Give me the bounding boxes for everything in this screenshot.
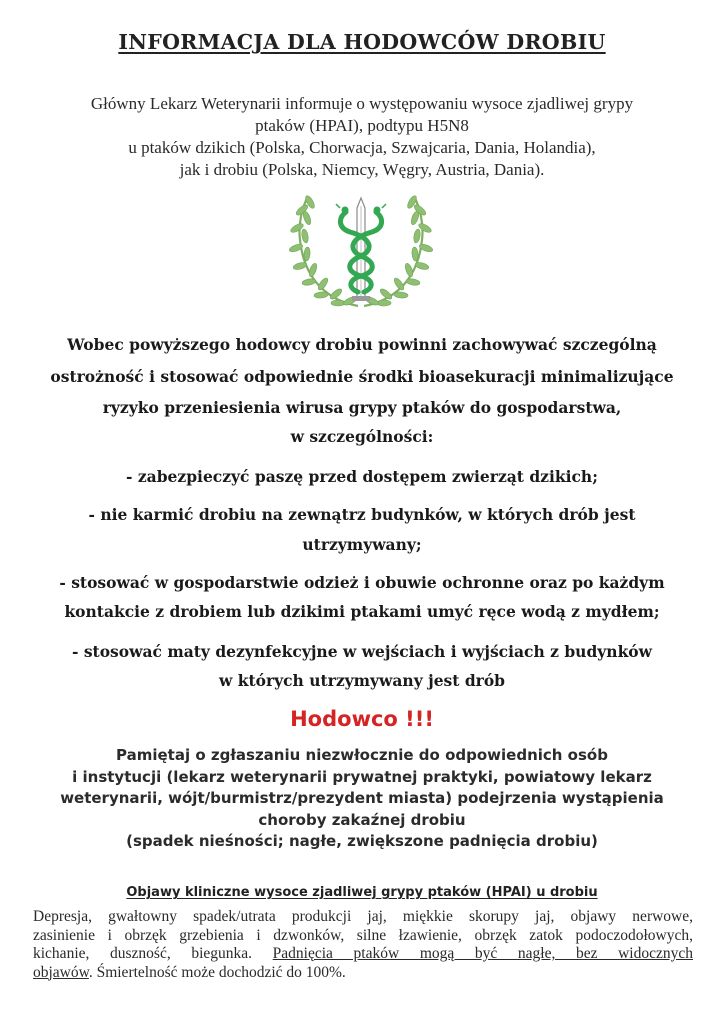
- advice-item-cont: w których utrzymywany jest drób: [218, 671, 506, 690]
- intro-line: jak i drobiu (Polska, Niemcy, Węgry, Austria, Dania).: [179, 160, 545, 179]
- advice-item-cont: kontakcie z drobiem lub dzikimi ptakami umyć ręce wodą z mydłem;: [64, 602, 660, 621]
- intro-line: Główny Lekarz Weterynarii informuje o występowaniu wysoce zjadliwej grypy: [90, 94, 634, 113]
- veterinary-emblem-icon: [286, 188, 436, 313]
- intro-paragraph: [20, 93, 704, 181]
- advice-line: w szczególności:: [290, 427, 434, 446]
- page-title: INFORMACJA DLA HODOWCÓW DROBIU: [118, 30, 606, 54]
- symptoms-paragraph: [33, 908, 693, 982]
- symptoms-line: Depresja, gwałtowny spadek/utrata produkcji jaj, miękkie skorupy jaj, objawy nerwowe,: [33, 908, 693, 925]
- intro-line: u ptaków dzikich (Polska, Chorwacja, Szwajcaria, Dania, Holandia),: [128, 138, 596, 157]
- symptoms-line: zasinienie i obrzęk grzebienia i dzwonków, silne łzawienie, obrzęk zatok podoczodołowych,: [33, 926, 693, 944]
- reminder-line: choroby zakaźnej drobiu: [258, 810, 466, 829]
- advice-line: Wobec powyższego hodowcy drobiu powinni zachowywać szczególną: [67, 335, 657, 354]
- reminder-line: Pamiętaj o zgłaszaniu niezwłocznie do odpowiednich osób: [116, 746, 608, 764]
- advice-item: - zabezpieczyć paszę przed dostępem zwierząt dzikich;: [126, 467, 598, 486]
- hodowco-heading: Hodowco !!!: [290, 707, 434, 731]
- reminder-line: weterynarii, wójt/burmistrz/prezydent miasta) podejrzenia wystąpienia: [60, 789, 664, 807]
- symptoms-heading: Objawy kliniczne wysoce zjadliwej grypy ptaków (HPAI) u drobiu: [126, 885, 598, 900]
- advice-item: - nie karmić drobiu na zewnątrz budynków, w których drób jest: [88, 505, 636, 524]
- advice-item: - stosować maty dezynfekcyjne w wejściach i wyjściach z budynków: [71, 642, 652, 661]
- advice-item-cont: utrzymywany;: [302, 535, 422, 554]
- reminder-line: i instytucji (lekarz weterynarii prywatnej praktyki, powiatowy lekarz: [72, 767, 652, 786]
- symptoms-line: objawów. Śmiertelność może dochodzić do 100%.: [33, 963, 346, 981]
- symptoms-line: kichanie, duszność, biegunka. Padnięcia ptaków mogą być nagłe, bez widocznych: [33, 945, 693, 962]
- report-reminder: [10, 745, 714, 853]
- reminder-line: (spadek nieśności; nagłe, zwiększone padnięcia drobiu): [126, 832, 598, 850]
- advice-item: - stosować w gospodarstwie odzież i obuwie ochronne oraz po każdym: [59, 573, 665, 592]
- advice-line: ostrożność i stosować odpowiednie środki bioasekuracji minimalizujące: [50, 367, 674, 386]
- intro-line: ptaków (HPAI), podtypu H5N8: [255, 116, 469, 135]
- advice-line: ryzyko przeniesienia wirusa grypy ptaków do gospodarstwa,: [102, 398, 622, 417]
